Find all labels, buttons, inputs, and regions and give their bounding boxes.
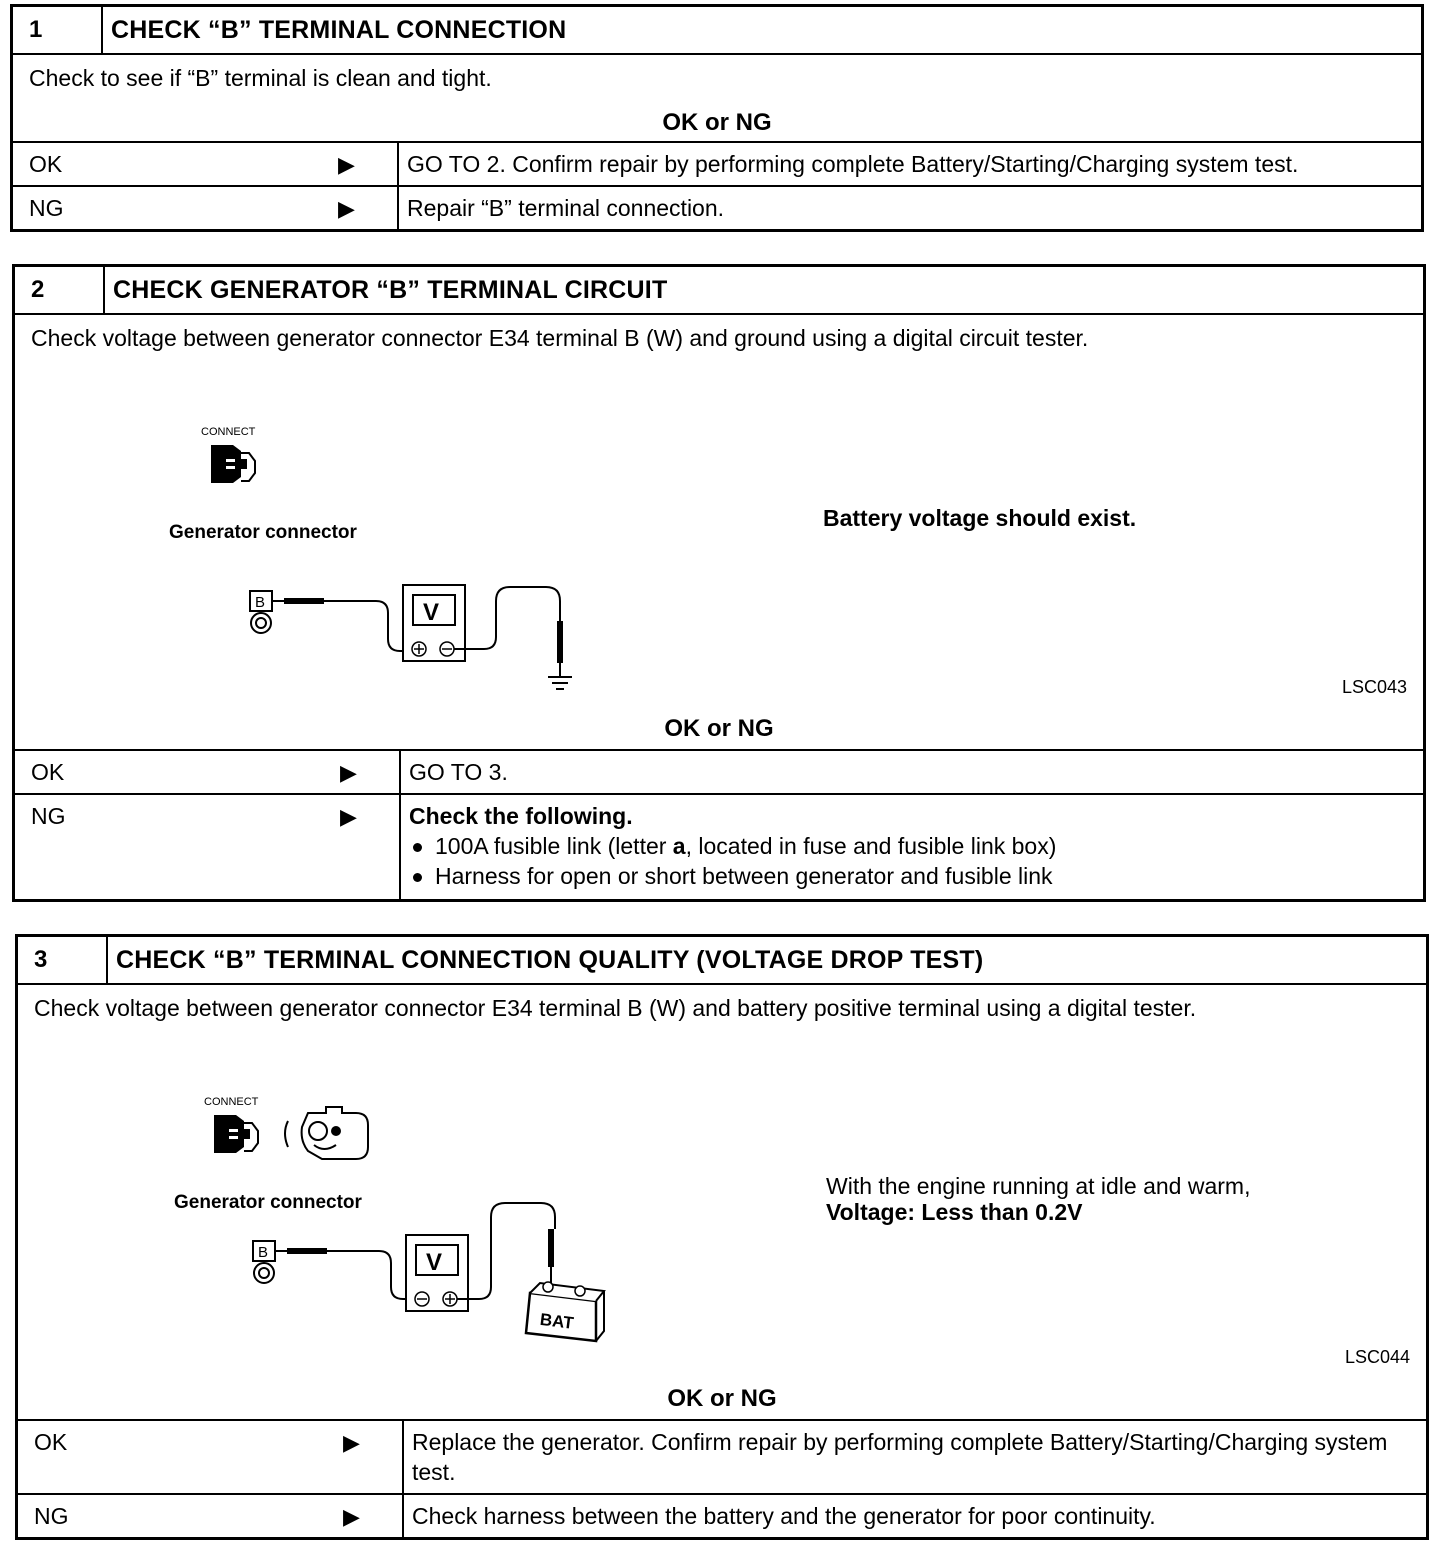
step-title: CHECK “B” TERMINAL CONNECTION bbox=[111, 15, 567, 44]
step-header bbox=[13, 7, 1421, 53]
divider bbox=[397, 143, 399, 185]
step-number: 3 bbox=[18, 937, 108, 983]
result-row-ok bbox=[13, 141, 1421, 185]
terminal-b bbox=[253, 1241, 275, 1283]
result-text: GO TO 3. bbox=[409, 759, 508, 785]
arrow-icon: ▶ bbox=[343, 1430, 360, 1455]
connector-label: Generator connector bbox=[169, 522, 357, 543]
step-body bbox=[13, 53, 1421, 141]
result-row-ng bbox=[13, 185, 1421, 229]
battery-label: BAT bbox=[538, 1309, 575, 1333]
arrow-icon: ▶ bbox=[338, 152, 355, 177]
result-label: NG bbox=[31, 803, 66, 829]
step-header bbox=[18, 937, 1426, 983]
spec-value: Voltage: Less than 0.2V bbox=[826, 1199, 1083, 1225]
connector-plug-icon bbox=[201, 426, 256, 483]
step-title: CHECK “B” TERMINAL CONNECTION QUALITY (VOLTAGE DROP TEST) bbox=[116, 945, 984, 974]
figure-code: LSC043 bbox=[1341, 677, 1407, 697]
result-label: NG bbox=[34, 1503, 69, 1529]
divider bbox=[399, 751, 401, 793]
ng-heading: Check the following. bbox=[409, 803, 633, 829]
result-row-ok bbox=[15, 749, 1423, 793]
terminal-b bbox=[250, 591, 272, 633]
result-label: NG bbox=[29, 195, 64, 221]
figure-code: LSC044 bbox=[1344, 1347, 1410, 1367]
step-body bbox=[18, 983, 1426, 1419]
spec-condition: With the engine running at idle and warm, bbox=[826, 1173, 1251, 1199]
step-title: CHECK GENERATOR “B” TERMINAL CIRCUIT bbox=[113, 275, 668, 304]
connect-icon-label: CONNECT bbox=[204, 1096, 259, 1108]
step-header bbox=[15, 267, 1423, 313]
arrow-icon: ▶ bbox=[340, 804, 357, 829]
terminal-label: B bbox=[255, 594, 266, 611]
ok-ng-heading: OK or NG bbox=[664, 715, 774, 742]
step-body bbox=[15, 313, 1423, 749]
result-text: GO TO 2. Confirm repair by performing complete Battery/Starting/Charging system test. bbox=[407, 151, 1299, 177]
step-instruction: Check voltage between generator connector E34 terminal B (W) and ground using a digital circuit tester. bbox=[31, 325, 1089, 351]
step-1 bbox=[10, 4, 1424, 232]
list-item: 100A fusible link (letter a, located in fuse and fusible link box) bbox=[409, 831, 1056, 861]
result-row-ng bbox=[15, 793, 1423, 899]
connector-plug-icon bbox=[204, 1096, 259, 1153]
result-text: Replace the generator. Confirm repair by performing complete Battery/Starting/Charging system test. bbox=[412, 1429, 1388, 1485]
step-number: 1 bbox=[13, 7, 103, 53]
result-label: OK bbox=[34, 1429, 68, 1455]
result-text: Repair “B” terminal connection. bbox=[407, 195, 725, 221]
result-text: Check harness between the battery and the generator for poor continuity. bbox=[412, 1503, 1156, 1529]
result-label: OK bbox=[29, 151, 63, 177]
result-row-ng bbox=[18, 1493, 1426, 1537]
divider bbox=[402, 1421, 404, 1493]
ok-ng-heading: OK or NG bbox=[662, 109, 772, 136]
step-instruction: Check voltage between generator connector E34 terminal B (W) and battery positive terminal using a digital tester. bbox=[34, 995, 1197, 1021]
meter-label: V bbox=[423, 599, 440, 626]
ok-ng-heading: OK or NG bbox=[667, 1385, 777, 1412]
voltage-drop-figure bbox=[18, 985, 718, 1385]
ng-checklist bbox=[409, 831, 1056, 891]
list-item: Harness for open or short between generator and fusible link bbox=[409, 861, 1056, 891]
divider bbox=[399, 795, 401, 899]
result-text bbox=[409, 801, 1056, 891]
arrow-icon: ▶ bbox=[338, 196, 355, 221]
voltage-test-figure bbox=[15, 315, 715, 715]
divider bbox=[397, 187, 399, 229]
ground-symbol-icon bbox=[548, 677, 572, 689]
arrow-icon: ▶ bbox=[340, 760, 357, 785]
step-3 bbox=[15, 934, 1429, 1540]
result-row-ok bbox=[18, 1419, 1426, 1493]
result-label: OK bbox=[31, 759, 65, 785]
terminal-label: B bbox=[258, 1244, 269, 1261]
step-number: 2 bbox=[15, 267, 105, 313]
meter-label: V bbox=[426, 1249, 443, 1276]
step-2 bbox=[12, 264, 1426, 902]
step-instruction: Check to see if “B” terminal is clean and tight. bbox=[29, 65, 492, 91]
spec-text: Battery voltage should exist. bbox=[823, 505, 1137, 531]
battery-icon bbox=[526, 1282, 604, 1341]
engine-running-icon bbox=[285, 1107, 368, 1159]
divider bbox=[402, 1495, 404, 1537]
arrow-icon: ▶ bbox=[343, 1504, 360, 1529]
connector-label: Generator connector bbox=[174, 1192, 362, 1213]
connect-icon-label: CONNECT bbox=[201, 426, 256, 438]
